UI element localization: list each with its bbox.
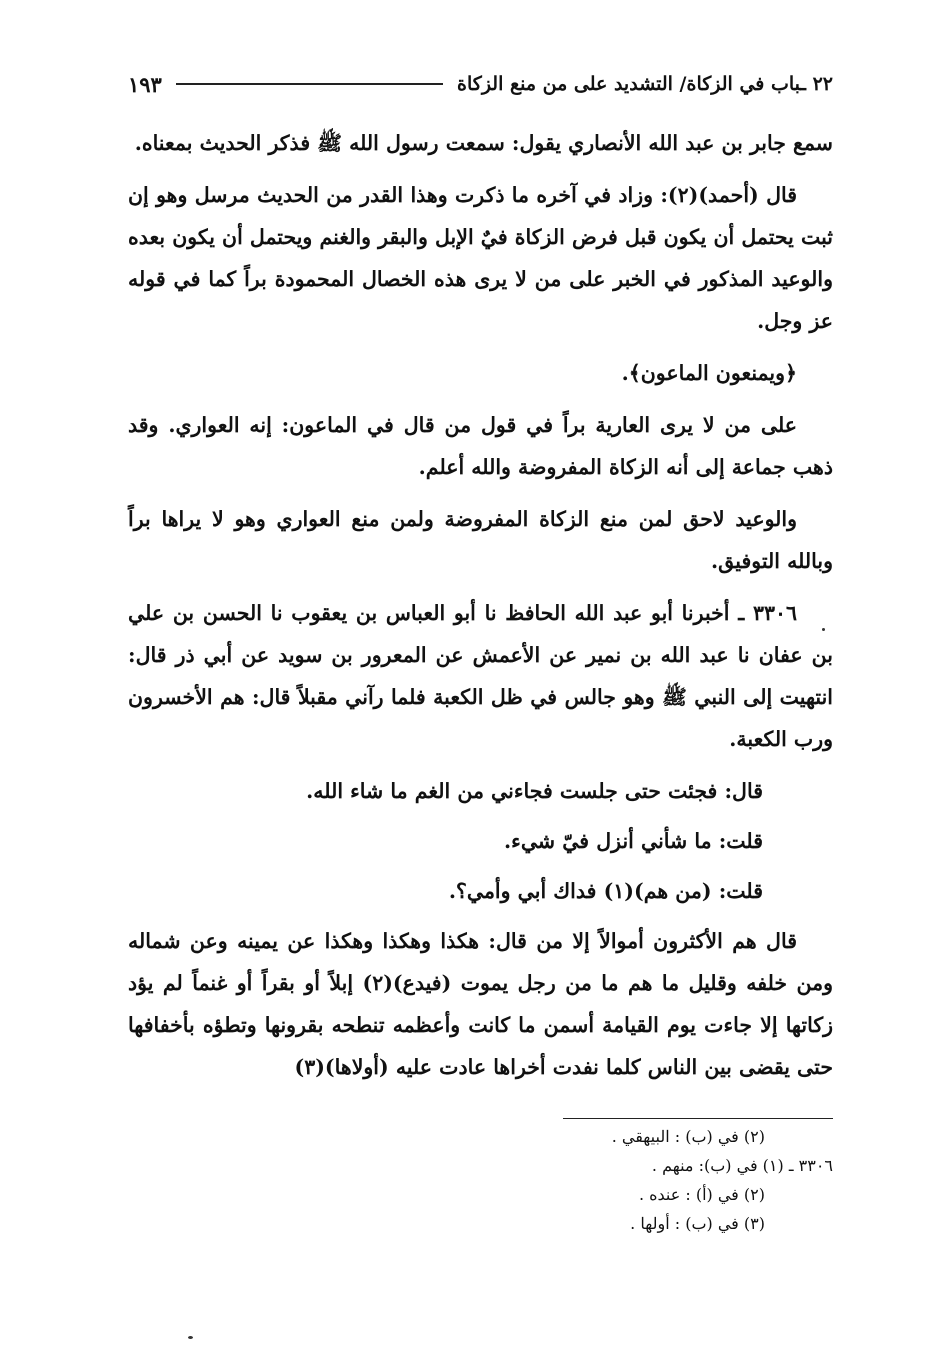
- scan-speck: [188, 1336, 193, 1339]
- page-number: ١٩٣: [128, 71, 162, 97]
- quran-verse: ﴿ويمنعون الماعون﴾.: [621, 361, 797, 385]
- footnote-separator: [563, 1118, 833, 1119]
- paragraph: سمع جابر بن عبد الله الأنصاري يقول: سمعت رسول الله ﷺ فذكر الحديث بمعناه.: [134, 131, 833, 155]
- header-rule: [176, 83, 443, 85]
- paragraph: قال (أحمد)(٢): وزاد في آخره ما ذكرت وهذا القدر من الحديث مرسل وهو إن ثبت يحتمل أن يكون قبل فرض الزكاة فيٌ الإبل والبقر والغنم ويحتمل أن يكون بعده والوعيد المذكور في الخبر على من لا يرى هذه الخصال المحمودة براً كما في قوله عز وجل.: [128, 183, 833, 333]
- hadith-number: ٣٣٠٦ ـ: [738, 601, 797, 625]
- hadith-text: أخبرنا أبو عبد الله الحافظ نا أبو العباس بن يعقوب نا الحسن بن علي بن عفان نا عبد الله بن نمير عن الأعمش عن المعرور بن سويد عن أبي ذر قال: انتهيت إلى النبي ﷺ وهو جالس في ظل الكعبة فلما رآني مقبلاً قال: هم الأخسرون ورب الكعبة.: [128, 601, 833, 751]
- page-header: [128, 62, 833, 106]
- footnote: (٢) في (أ) : عنده .: [638, 1185, 765, 1204]
- paragraph: قال: فجئت حتى جلست فجاءني من الغم ما شاء الله.: [306, 779, 763, 803]
- paragraph: على من لا يرى العارية براً في قول من قال في الماعون: إنه العواري. وقد ذهب جماعة إلى أنه الزكاة المفروضة والله أعلم.: [128, 413, 833, 479]
- paragraph: قال هم الأكثرون أموالاً إلا من قال: هكذا وهكذا وهكذا عن يمينه وعن شماله ومن خلفه وقليل ما هم ما من رجل يموت (فيدع)(٢) إبلاً أو بقراً أو غنماً لم يؤد زكاتها إلا جاءت يوم القيامة أسمن ما كانت وأعظمه تنطحه بقرونها وتطؤه بأخفافها حتى يقضى بين الناس كلما نفدت أخراها عادت عليه (أولاها)(٣): [128, 929, 833, 1079]
- running-title: ٢٢ ـباب في الزكاة/ التشديد على من منع الزكاة: [457, 73, 833, 95]
- hadith-paragraph: [128, 592, 833, 760]
- paragraph: والوعيد لاحق لمن منع الزكاة المفروضة ولمن منع العواري وهو لا يراها براً وبالله التوفيق.: [128, 507, 833, 573]
- footnote: ٣٣٠٦ ـ (١) في (ب): منهم .: [651, 1156, 833, 1175]
- footnotes: [128, 1122, 833, 1238]
- footnote: (٢) في (ب) : البيهقي .: [611, 1127, 765, 1146]
- paragraph: قلت: ما شأني أنزل فيّ شيء.: [504, 829, 763, 853]
- footnote: (٣) في (ب) : أولها .: [630, 1214, 765, 1233]
- main-text: [128, 122, 833, 1088]
- scan-speck: [822, 628, 825, 631]
- paragraph: قلت: (من هم)(١) فداك أبي وأمي؟.: [448, 879, 763, 903]
